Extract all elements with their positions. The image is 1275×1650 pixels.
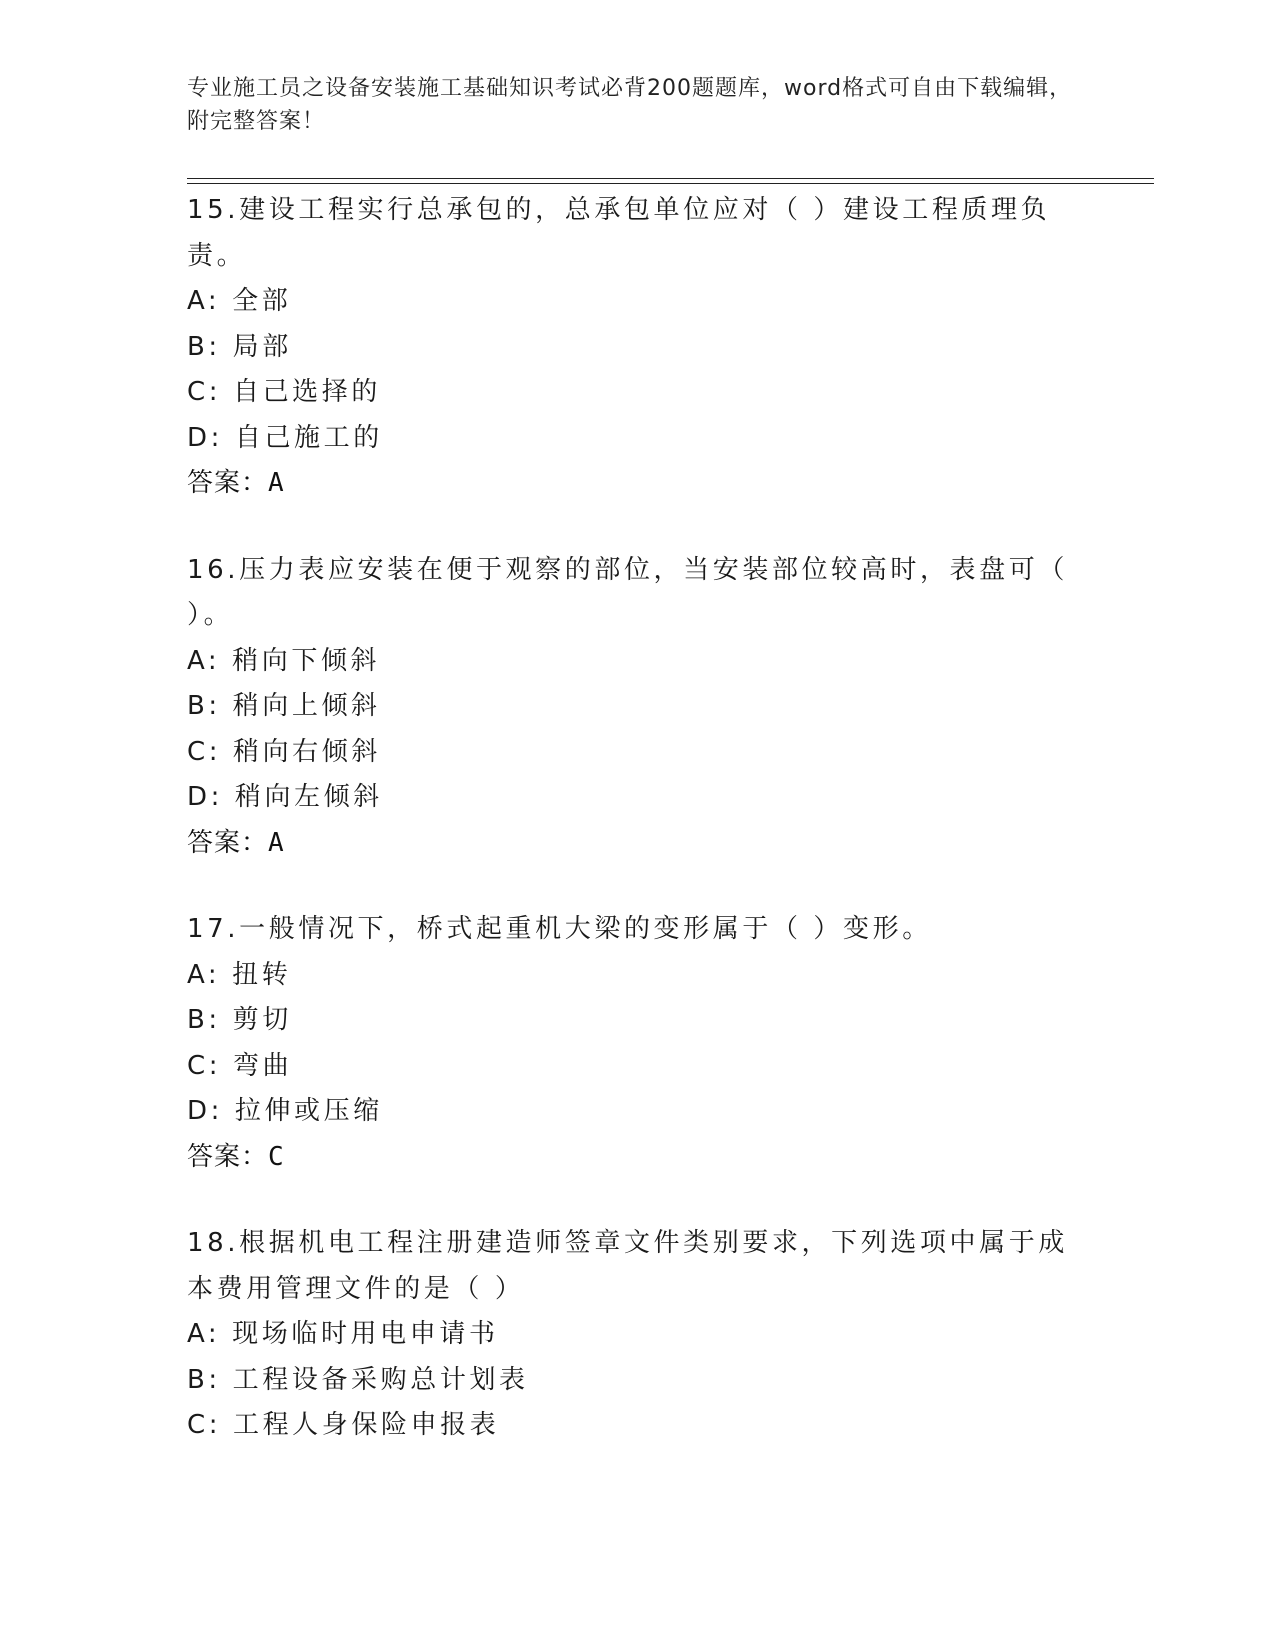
- header-divider-top: [187, 178, 1154, 179]
- document-header: 专业施工员之设备安装施工基础知识考试必背200题题库，word格式可自由下载编辑，附完整答案！: [187, 76, 1073, 134]
- option-b: B: 局部: [187, 331, 292, 362]
- header-divider-bottom: [187, 183, 1154, 184]
- option-d: D: 拉伸或压缩: [187, 1096, 383, 1126]
- question-text: 15.建设工程实行总承包的，总承包单位应对（ ）建设工程质理负责。: [187, 195, 1051, 271]
- option-d: D: 自己施工的: [187, 422, 383, 453]
- answer: 答案：A: [187, 468, 285, 498]
- option-a: A: 现场临时用电申请书: [187, 1319, 499, 1349]
- question-text: 16.压力表应安装在便于观察的部位，当安装部位较高时，表盘可（ ）。: [187, 554, 1068, 630]
- question-text: 17.一般情况下，桥式起重机大梁的变形属于（ ）变形。: [187, 914, 932, 944]
- option-c: C: 工程人身保险申报表: [187, 1410, 500, 1440]
- option-a: A: 稍向下倾斜: [187, 645, 381, 676]
- option-d: D: 稍向左倾斜: [187, 782, 383, 812]
- answer: 答案：A: [187, 827, 285, 858]
- option-c: C: 稍向右倾斜: [187, 736, 381, 767]
- question-16: [187, 548, 1087, 867]
- question-18: [187, 1221, 1087, 1449]
- option-a: A: 扭转: [187, 959, 292, 990]
- answer: 答案：C: [187, 1141, 285, 1172]
- option-b: B: 稍向上倾斜: [187, 691, 381, 721]
- option-b: B: 工程设备采购总计划表: [187, 1364, 529, 1395]
- option-c: C: 弯曲: [187, 1050, 293, 1081]
- option-c: C: 自己选择的: [187, 377, 381, 407]
- option-b: B: 剪切: [187, 1005, 292, 1035]
- question-17: [187, 907, 1087, 1180]
- question-text: 18.根据机电工程注册建造师签章文件类别要求，下列选项中属于成本费用管理文件的是（ ）: [187, 1228, 1068, 1304]
- question-15: [187, 188, 1087, 507]
- option-a: A: 全部: [187, 286, 292, 316]
- question-list: [187, 188, 1087, 1490]
